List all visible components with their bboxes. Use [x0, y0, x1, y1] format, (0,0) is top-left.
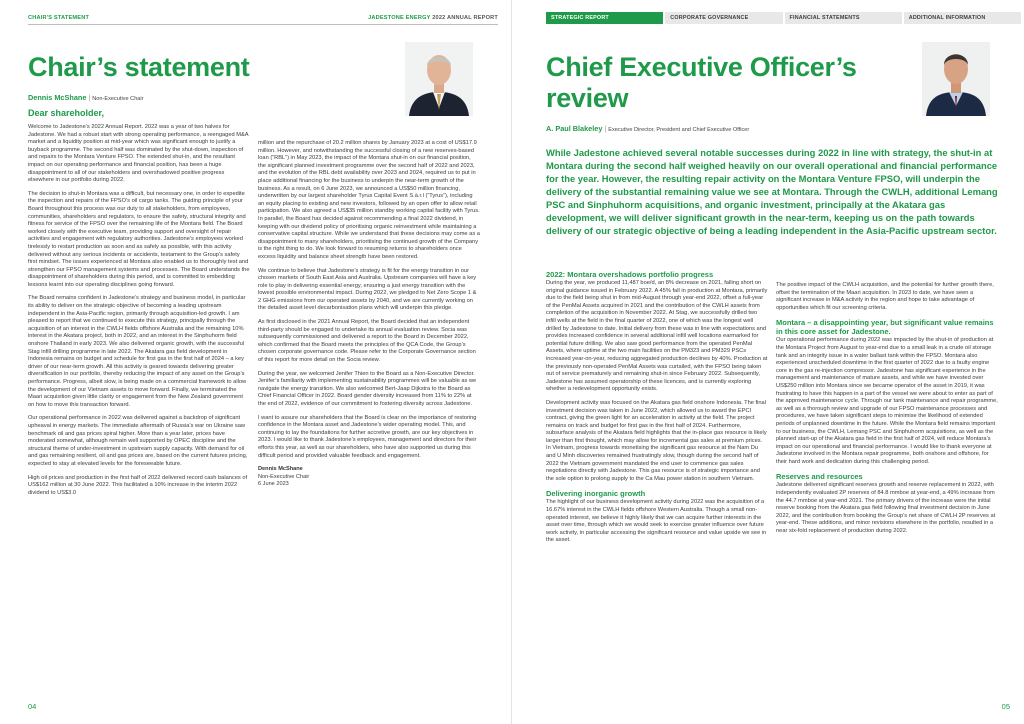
page-title: Chief Executive Officer’s review [546, 52, 857, 113]
header-rule [28, 24, 498, 25]
author-byline: Dennis McShane | Non-Executive Chair [28, 93, 144, 102]
chair-paragraph: The decision to shut-in Montara was a difficult, but necessary one, in order to expedite the inspection and repairs of the FPSO’s oil cargo tanks. The guiding principle of your Board throughout this process was our duty to all stakeholders, from employees, communities, shareholders and regulators, to ensure the safety, structural integrity and fitness for service of the FPSO over the remaining life of the Montara field. The Board worked closely with the executive team, providing support and oversight of repair activities and engagement with regulatory authorities. Jadestone’s employees worked tirelessly to restart production as soon and as safely as possible, with this activity delivered without any serious incidents or accidents, testament to the Group’s safety first mindset. The issues experienced at Montara also enabled us to thoroughly test and strengthen our FPSO management systems and processes. The Board understands the disappointment of shareholders during this period, and is committed to embedding lessons learnt into our operating disciplines going forward. [28, 190, 250, 288]
section-heading: Montara – a disappointing year, but significant value remains in this core asset for Jadestone. [776, 318, 994, 337]
chair-portrait [405, 42, 473, 116]
ceo-paragraph: Our operational performance during 2022 was impacted by the shut-in of production at the Montara Project from August to year-end due to a small leak in a crude oil storage tank and an integrity issue in a water ballast tank within the FPSO. Montara also experienced unscheduled downtime in the first quarter of 2022 due to a faulty engine core in the gas re-injection compressor. Jadestone has significant experience in the management and maintenance of mature assets, and while we have invested over US$250 million into Montara since we became operator of the asset in 2019, it was frustrating to have this happen in a part of the vessel we were about to enter as part of the approved maintenance cycle. Through our tank maintenance and repair programme, as well as a thorough review and upgrade of our FPSO maintenance processes and procedures, we have taken significant steps to minimise the likelihood of extended periods of unplanned downtime in the future. While the Montara field remains important to our business, the CWLH, Lemang PSC and Sinphuhorm acquisitions, as well as the planned start-up of the Akatara gas field in the first half of 2024, will reduce Montara’s impact on our operational and financial performance. I would like to thank everyone at Jadestone involved in the Montara repair programme, both onshore and offshore, for their hard work and dedication during this challenging period. [776, 337, 998, 465]
tab-financial-statements[interactable]: FINANCIAL STATEMENTS [785, 12, 902, 24]
chair-paragraph: The Board remains confident in Jadestone’s strategy and business model, in particular its ability to deliver on the strategic objective of becoming a leading upstream independent in the Asia-Pacific region, primarily through acquisition-led growth. I am pleased to report that we continued to execute this strategy, principally through the acquisition of an interest in the CWLH fields offshore Australia and the remaining 10% interest in the Akatara project, both in 2022, and an interest in the Sinphuhorm field onshore Thailand in early 2023. We also delivered organic growth, with the successful Stag infill drilling programme in late 2022. The Akatara gas field development in Indonesia remains on budget and schedule for first gas in the first half of 2024 – a key driver of our near-term growth. All this activity is geared towards delivering greater diversification in our portfolio, thereby reducing the impact of any asset on the Group’s performance. Progress, albeit slow, is being made on a commercial framework to allow the development of our Vietnam assets to move forward. Finally, we terminated the Maari acquisition given little clarity or engagement from the New Zealand government on how to move this transaction forward. [28, 295, 247, 408]
chair-paragraph: Welcome to Jadestone’s 2022 Annual Report. 2022 was a year of two halves for Jadestone. We had a robust start with strong operating performance, a reengaged M&A market and a liquidity position at mid-year which was significant enough to justify a buyback programme. The second half was dominated by the shut-down, inspection of and repairs to the Montara Venture FPSO. The extended shut-in, and the resultant impact on our operating performance and financial position, has been a huge disappointment to all of our stakeholders and overshadowed positive progress elsewhere in our portfolio during 2022. [28, 124, 249, 184]
running-head-year: 2022 ANNUAL REPORT [432, 15, 498, 21]
signoff [258, 466, 480, 488]
tab-additional-information[interactable]: ADDITIONAL INFORMATION [904, 12, 1021, 24]
ceo-paragraph: Development activity was focused on the Akatara gas field onshore Indonesia. The final investment decision was taken in June 2022, which allowed us to award the EPCI contract, giving the green light for an acceleration in activity at the field. The project remains on track and budget for first gas in the first half of 2024. Furthermore, subsurface analysis of the Akatara field highlights that the in-place gas resource is likely larger than first thought, which may allow for incremental gas sales at premium prices. In Vietnam, progress towards monetising the significant gas resource at the Nam Du and U Minh discoveries remained frustratingly slow, though during the second half of 2022 the Vietnam government mandated the end user to commence gas sales negotiations directly with Jadestone. This gas resource is of strategic importance and the sole option to prolong supply to the Ca Mau power station in southern Vietnam. [546, 399, 767, 482]
ceo-column-1 [546, 266, 768, 551]
author-role: Executive Director, President and Chief Executive Officer [608, 127, 750, 133]
section-heading: Delivering inorganic growth [546, 489, 646, 499]
chair-column-2 [258, 140, 480, 488]
tab-strategic-report[interactable]: STRATEGIC REPORT [546, 12, 663, 24]
author-name: Dennis McShane [28, 93, 87, 102]
ceo-paragraph: The highlight of our business development activity during 2022 was the acquisition of a 16.67% interest in the CWLH fields offshore Western Australia. Though a small non-operated interest, we believe it highly likely that we can acquire further interests in the asset over time, through which we would seek to exercise greater influence over future work activity, in particular accessing the significant resource and value upside we see in the asset. [546, 499, 767, 544]
ceo-paragraph: During the year, we produced 11,487 boe/d, an 8% decrease on 2021, falling short on original guidance issued in February 2022. A 45% fall in production at Montara, primarily due to the field being shut in from mid-August through year-end 2022, offset a full-year of the PenMal Assets acquired in 2021 and the contribution of the CWLH assets from completion of the acquisition in November 2022. At Stag, we successfully drilled two infill wells at the field in the final quarter of 2022, one of which was the longest well drilled by Jadestone to date. Initial delivery from these was in line with expectations and provides increased confidence in several additional infill well locations earmarked for potential future drilling. We also saw good performance from the operated PenMal Assets, where uptime at the two main facilities on the PM323 and PM329 PSCs increased year-on-year, reducing aggregated production declines by 40%. Production at the previously non-operated PenMal Assets was curtailed, with the FPSO being taken out of service prematurely and remaining shut-in since February 2022. Subsequently, Jadestone has assumed operatorship of these licences, and is currently exploring whether a redevelopment opportunity exists. [546, 280, 768, 393]
author-name: A. Paul Blakeley [546, 124, 603, 133]
page-number-left: 04 [28, 702, 37, 711]
tab-corporate-governance[interactable]: CORPORATE GOVERNANCE [665, 12, 782, 24]
right-page [512, 0, 1024, 724]
author-role: Non-Executive Chair [92, 96, 144, 102]
ceo-portrait [922, 42, 990, 116]
chair-paragraph: As first disclosed in the 2021 Annual Report, the Board decided that an independent third-party should be engaged to undertake its annual evaluation review. Socia was subsequently commissioned and delivered a report to the Board in December 2022, which confirmed that the Board meets the principles of the QCA Code, the Group’s chosen corporate governance code. Please refer to the Corporate Governance section of this report for more detail on the Socia review. [258, 319, 476, 364]
section-heading: Reserves and resources [776, 472, 863, 482]
lead-paragraph: While Jadestone achieved several notable successes during 2022 in line with strategy, the shut-in at Montara during the second half weighed heavily on our overall operational and financial performance for the year. However, the resulting repair activity on the Montara Venture FPSO, will underpin the delivery of the substantial remaining value we see at Montara. Through the CWLH, additional Lemang PSC and Sinphuhorm acquisitions, and organic investment, principally at the Akatara gas development, we will deliver significant growth in the near-term, keeping us on the path towards delivery of our strategic objective of being a leading independent in the Asia-Pacific upstream sector. [546, 147, 998, 236]
signoff-date: 6 June 2023 [258, 480, 289, 487]
chair-paragraph: High oil prices and production in the first half of 2022 delivered record cash balances of US$162 million at 30 June 2022. This facilitated a 10% increase in the interim 2022 dividend to US$3.0 [28, 474, 248, 496]
salutation: Dear shareholder, [28, 108, 105, 118]
chair-paragraph: Our operational performance in 2022 was delivered against a backdrop of significant upheaval in energy markets. The immediate aftermath of Russia’s war on Ukraine saw benchmark oil and gas prices spiral higher. More than a year later, prices have moderated somewhat, although remain well supported by OPEC discipline and the structural theme of under-investment in upstream supply capacity. With demand for oil and gas remaining resilient, oil and gas prices are, based on the current futures pricing, expected to stay at elevated levels for the foreseeable future. [28, 415, 248, 467]
chair-paragraph: I want to assure our shareholders that the Board is clear on the importance of restoring confidence in the Montara asset and Jadestone’s wider operating model. This, and continuing to lay the foundations for further accretive growth, are our key objectives in 2023. I would like to thank Jadestone’s employees, management and directors for their efforts this year, as well as our shareholders, who have also supported us during this difficult period and provided valuable feedback and engagement. [258, 414, 477, 459]
author-byline: A. Paul Blakeley | Executive Director, President and Chief Executive Officer [546, 124, 750, 133]
signoff-name: Dennis McShane [258, 466, 303, 473]
section-tabs [546, 12, 1021, 24]
page-title: Chair’s statement [28, 52, 250, 82]
ceo-column-2 [776, 282, 1000, 542]
running-head-brand: JADESTONE ENERGY [368, 15, 431, 21]
section-heading: 2022: Montara overshadows portfolio progress [546, 270, 714, 279]
running-head-report [368, 15, 498, 21]
chair-paragraph: We continue to believe that Jadestone’s strategy is fit for the energy transition in our chosen markets of South East Asia and Australia. Upstream companies will have a key role to play in delivering essential energy, ensuring a just energy transition with the lowest possible environmental impact. During 2022, we pledged to Net Zero Scope 1 & 2 GHG emissions from our operated assets by 2040, and we are currently working on the detailed asset level decarbonisation plans which will underpin this pledge. [258, 267, 477, 312]
chair-paragraph: During the year, we welcomed Jenifer Thien to the Board as a Non-Executive Director. Jenifer’s familiarity with implementing sustainability programmes will be valuable as we navigate the energy transition. We also welcomed Bert-Jaap Dijkstra to the Board as Chief Financial Officer in 2022. Board gender diversity increased from 11% to 22% at the end of 2022, evidence of our commitment to fostering diversity across Jadestone. [258, 370, 477, 407]
ceo-paragraph: The positive impact of the CWLH acquisition, and the potential for further growth there, offset the termination of the Maari acquisition. In 2023 to date, we have seen a significant increase in M&A activity in the region and hope to take advantage of opportunities which fit our screening criteria. [776, 282, 994, 311]
ceo-paragraph: Jadestone delivered significant reserves growth and reserve replacement in 2022, with independently evaluated 2P reserves of 84.8 mmboe at year-end, a 49% increase from the 44.7 mmboe at year-end 2021. The primary drivers of the increase were the initial reserve booking from the Akatara gas field following final investment decision in June 2022, and the contribution from booking the Group’s net share of CWLH 2P reserves at year-end. These additions, and minor revisions elsewhere in the portfolio, resulted in a near six-fold replacement of production during 2022. [776, 482, 996, 535]
running-head-section: CHAIR'S STATEMENT [28, 15, 90, 21]
chair-paragraph: million and the repurchase of 20.2 million shares by January 2023 at a cost of US$17.9 million. However, and notwithstanding the successful closing of a new reserves-based loan (“RBL”) in May 2023, the impact of the Montara shut-in on our financial position, the significant planned investment programme over the second half of 2022 and 2023, and the evolution of the RBL debt availability over 2023 and 2024, required us to put in place additional financing for the business to underpin the near-term growth of the business. As a result, on 6 June 2023, we announced a US$50 million financing, underwritten by our largest shareholder Tyrus Capital Event S.à.r.l (“Tyrus”), including an equity placing to existing and new investors, followed by an open offer to allow retail participation. We also agreed a US$35 million standby working capital facility with Tyrus. In parallel, the Board has decided against recommending a final 2022 dividend, in keeping with our dividend policy of prioritising organic reinvestment while maintaining a conservative capital structure. While we understand that these decisions may come as a disappointment to many shareholders, prioritising the continued growth of the Company is the right thing to do. We look forward to resuming returns to shareholders once excess liquidity and balance sheet strength have been restored. [258, 140, 480, 260]
page-number-right: 05 [1001, 702, 1010, 711]
chair-column-1 [28, 124, 250, 503]
signoff-role: Non-Executive Chair [258, 473, 310, 480]
